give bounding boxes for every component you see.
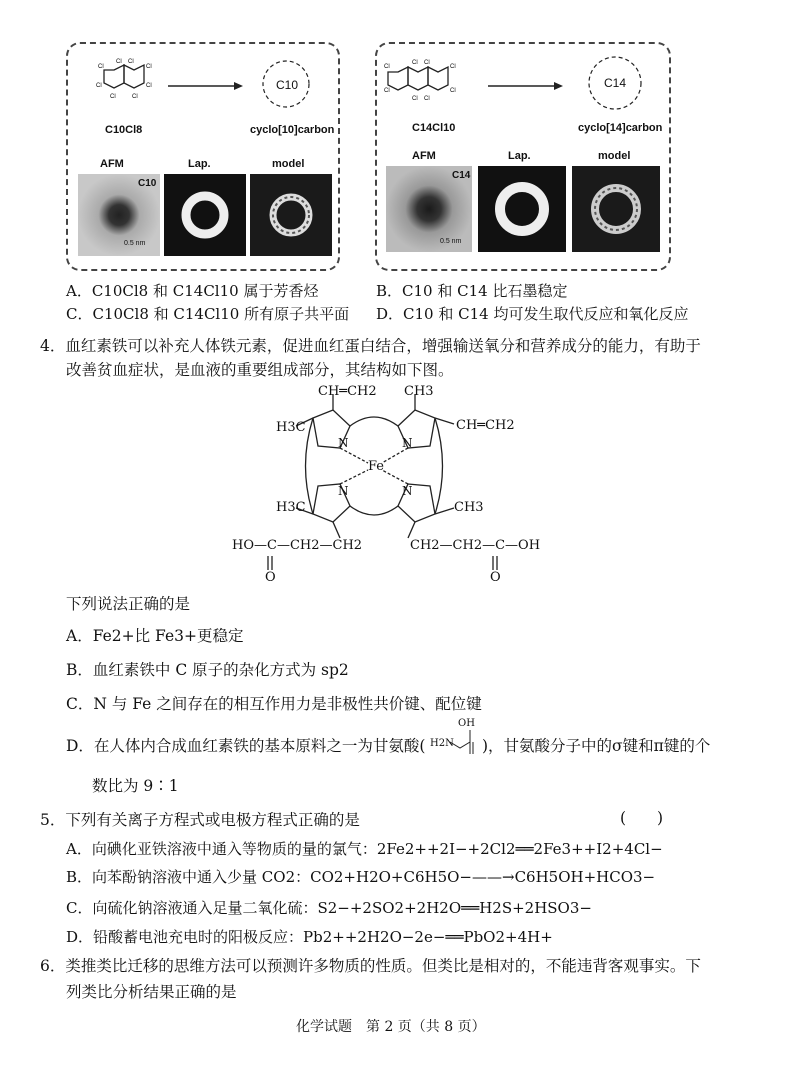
svg-text:Cl: Cl bbox=[450, 64, 456, 70]
carbonyl-label: O bbox=[490, 570, 501, 585]
option-b: B．C10 和 C14 比石墨稳定 bbox=[376, 282, 568, 300]
question-6-stem: 6．类推类比迁移的思维方法可以预测许多物质的性质。但类比是相对的，不能违背客观事实。下 bbox=[40, 957, 701, 975]
image-label-afm: AFM bbox=[412, 150, 436, 162]
ring-label: C14 bbox=[604, 76, 627, 90]
svg-text:Cl: Cl bbox=[146, 83, 152, 89]
question-5-stem: 5．下列有关离子方程式或电极方程式正确的是 bbox=[40, 811, 360, 829]
svg-text:Cl: Cl bbox=[424, 60, 430, 66]
model-image bbox=[250, 174, 332, 256]
laplace-image bbox=[478, 166, 566, 252]
question-6-stem-2: 列类比分析结果正确的是 bbox=[66, 983, 237, 1001]
glycine-hydroxyl-label: OH bbox=[458, 718, 475, 729]
afm-tag: C14 bbox=[452, 170, 471, 181]
heme-structure bbox=[228, 378, 548, 584]
product-label: cyclo[14]carbon bbox=[578, 122, 663, 134]
laplace-image bbox=[164, 174, 246, 256]
reaction-arrow bbox=[168, 80, 243, 92]
svg-text:Cl: Cl bbox=[146, 64, 152, 70]
methyl-left-label: H3C bbox=[276, 420, 306, 435]
c14cl10-molecule bbox=[384, 58, 464, 108]
acid-left-label: HO—C—CH2—CH2 bbox=[232, 538, 363, 553]
svg-text:Cl: Cl bbox=[424, 96, 430, 102]
option-d: D．铅酸蓄电池充电时的阳极反应：Pb2++2H2O−2e−══PbO2+4H+ bbox=[66, 928, 553, 946]
svg-text:Cl: Cl bbox=[116, 59, 122, 65]
option-d-continued-2: 数比为 9∶1 bbox=[92, 777, 179, 795]
option-c: C．N 与 Fe 之间存在的相互作用力是非极性共价键、配位键 bbox=[66, 695, 482, 713]
svg-text:Cl: Cl bbox=[450, 88, 456, 94]
image-label-model: model bbox=[598, 150, 631, 162]
svg-text:Cl: Cl bbox=[412, 96, 418, 102]
c10cl8-molecule bbox=[96, 58, 156, 108]
reactant-label: C10Cl8 bbox=[105, 124, 143, 136]
question-4-stem-2: 改善贫血症状，是血液的重要组成部分，其结构如下图。 bbox=[66, 361, 454, 379]
option-c: C．向硫化钠溶液通入足量二氧化硫：S2−+2SO2+2H2O══H2S+2HSO3− bbox=[66, 899, 592, 917]
methyl-lower-left-label: H3C bbox=[276, 500, 306, 515]
image-label-afm: AFM bbox=[100, 158, 124, 170]
answer-bracket: ( ) bbox=[620, 809, 664, 827]
option-a: A．C10Cl8 和 C14Cl10 属于芳香烃 bbox=[66, 282, 319, 300]
question-4-stem: 4．血红素铁可以补充人体铁元素，促进血红蛋白结合，增强输送氧分和营养成分的能力，有助于 bbox=[40, 337, 701, 355]
svg-text:Cl: Cl bbox=[412, 60, 418, 66]
svg-text:Cl: Cl bbox=[96, 83, 102, 89]
scale-bar-label: 0.5 nm bbox=[440, 238, 462, 245]
svg-text:Cl: Cl bbox=[132, 94, 138, 100]
svg-text:Cl: Cl bbox=[384, 64, 390, 70]
ring-label: C10 bbox=[276, 78, 299, 92]
model-image bbox=[572, 166, 660, 252]
question-4-prompt: 下列说法正确的是 bbox=[66, 595, 191, 613]
acid-right-label: CH2—CH2—C—OH bbox=[410, 538, 541, 553]
reaction-arrow bbox=[488, 80, 563, 92]
option-a: A．向碘化亚铁溶液中通入等物质的量的氯气：2Fe2++2I−+2Cl2══2Fe3++I2+4Cl− bbox=[66, 840, 663, 858]
methyl-lower-right-label: CH3 bbox=[454, 500, 484, 515]
image-label-model: model bbox=[272, 158, 305, 170]
vinyl-right-label: CH═CH2 bbox=[456, 418, 515, 433]
image-label-lap: Lap. bbox=[508, 150, 531, 162]
carbonyl-label: O bbox=[265, 570, 276, 585]
option-a: A．Fe2+比 Fe3+更稳定 bbox=[66, 627, 244, 645]
option-d: D．在人体内合成血红素铁的基本原料之一为甘氨酸( bbox=[66, 737, 426, 755]
image-label-lap: Lap. bbox=[188, 158, 211, 170]
nitrogen-label: N bbox=[402, 436, 413, 450]
scale-bar-label: 0.5 nm bbox=[124, 240, 146, 247]
nitrogen-label: N bbox=[338, 484, 349, 498]
methyl-top-label: CH3 bbox=[404, 384, 434, 399]
option-c: C．C10Cl8 和 C14Cl10 所有原子共平面 bbox=[66, 305, 350, 323]
page-footer: 化学试题 第 2 页（共 8 页） bbox=[296, 1019, 486, 1035]
glycine-amine-label: H2N bbox=[430, 738, 454, 749]
vinyl-top-label: CH═CH2 bbox=[318, 384, 377, 399]
product-label: cyclo[10]carbon bbox=[250, 124, 335, 136]
nitrogen-label: N bbox=[338, 436, 349, 450]
iron-label: Fe bbox=[368, 459, 385, 474]
option-b: B．血红素铁中 C 原子的杂化方式为 sp2 bbox=[66, 661, 349, 679]
svg-text:Cl: Cl bbox=[98, 64, 104, 70]
svg-text:Cl: Cl bbox=[384, 88, 390, 94]
option-d: D．C10 和 C14 均可发生取代反应和氧化反应 bbox=[376, 305, 689, 323]
option-b: B．向苯酚钠溶液中通入少量 CO2：CO2+H2O+C6H5O−——→C6H5OH+HCO3− bbox=[66, 868, 656, 886]
svg-text:Cl: Cl bbox=[110, 94, 116, 100]
svg-text:Cl: Cl bbox=[128, 59, 134, 65]
afm-tag: C10 bbox=[138, 178, 157, 189]
nitrogen-label: N bbox=[402, 484, 413, 498]
reactant-label: C14Cl10 bbox=[412, 122, 456, 134]
option-d-continued: )，甘氨酸分子中的σ键和π键的个 bbox=[482, 737, 711, 755]
